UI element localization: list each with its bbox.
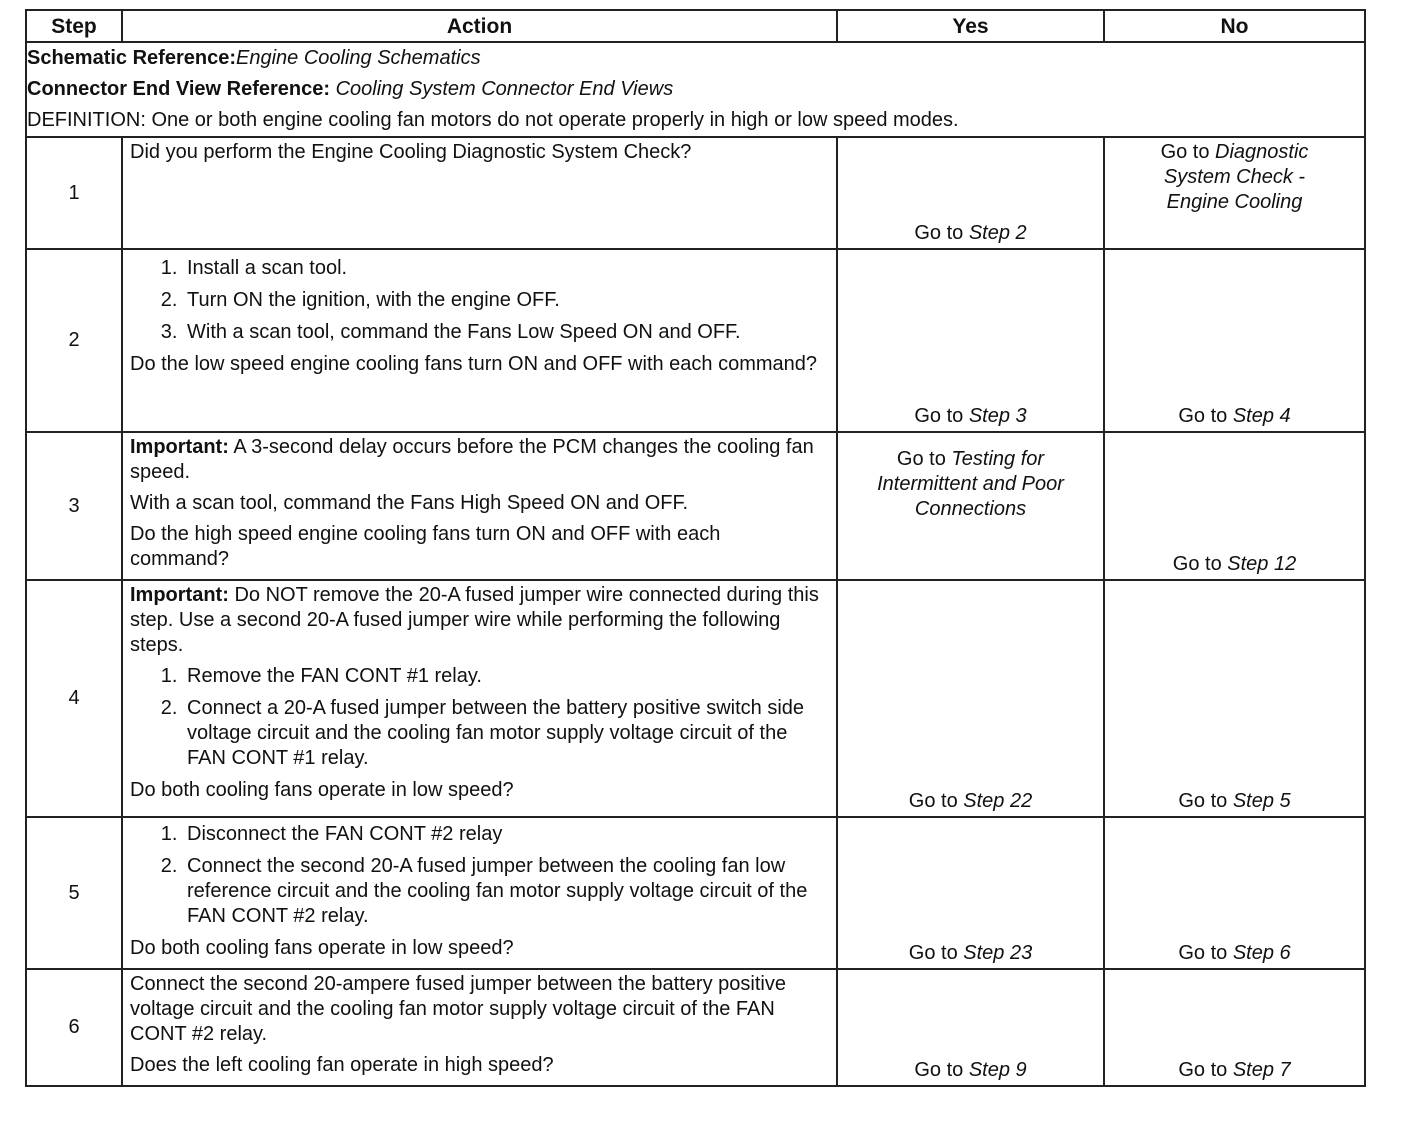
step-row-4 [26, 580, 1365, 817]
step-action [122, 817, 837, 969]
connector-reference [27, 74, 1364, 105]
header-row [26, 10, 1365, 42]
step-link[interactable]: Step 9 [968, 1059, 1027, 1081]
yes-cell [837, 580, 1104, 817]
yes-goto: Go to Step 23 [908, 942, 1033, 964]
no-goto: Go to Step 12 [1172, 553, 1297, 575]
no-cell [1104, 432, 1365, 580]
step-number: 2 [26, 249, 122, 432]
step-number: 1 [26, 137, 122, 249]
list-item: 3. With a scan tool, command the Fans Low Speed ON and OFF. [183, 320, 824, 345]
yes-goto: Go to Step 2 [914, 222, 1027, 244]
schematic-label: Schematic Reference: [27, 47, 236, 69]
yes-cell [837, 432, 1104, 580]
step-link[interactable]: Step 3 [968, 405, 1027, 427]
header-step: Step [26, 10, 122, 42]
no-cell [1104, 969, 1365, 1086]
step-link[interactable]: Step 23 [963, 942, 1033, 964]
step-number: 4 [26, 580, 122, 817]
step-row-6 [26, 969, 1365, 1086]
step-link[interactable]: Step 2 [968, 222, 1027, 244]
connector-link[interactable]: Cooling System Connector End Views [335, 78, 674, 100]
no-goto: Go to Diagnostic System Check - Engine Cooling [1160, 141, 1309, 213]
header-yes: Yes [837, 10, 1104, 42]
step-action [122, 580, 837, 817]
step-action [122, 249, 837, 432]
step-question: Did you perform the Engine Cooling Diagnostic System Check? [130, 141, 692, 163]
substeps-list [130, 664, 824, 771]
no-cell [1104, 817, 1365, 969]
no-goto: Go to Step 4 [1178, 405, 1291, 427]
step-link[interactable]: Step 7 [1232, 1059, 1291, 1081]
step-question: Do the low speed engine cooling fans turn ON and OFF with each command? [130, 353, 818, 375]
step-number: 6 [26, 969, 122, 1086]
reference-row [26, 42, 1365, 137]
schematic-reference [27, 43, 1364, 74]
step-link[interactable]: Step 6 [1232, 942, 1291, 964]
testing-link[interactable]: Testing for [951, 448, 1045, 470]
connector-label: Connector End View Reference: [27, 78, 331, 100]
yes-cell [837, 249, 1104, 432]
no-goto: Go to Step 6 [1178, 942, 1291, 964]
list-item: 1. Install a scan tool. [183, 256, 824, 281]
substeps-list [130, 256, 824, 345]
step-action [122, 137, 837, 249]
step-link[interactable]: Step 12 [1227, 553, 1297, 575]
important-note: Important: Do NOT remove the 20-A fused jumper wire connected during this step. Use a second 20-A fused jumper wire while performing the following steps. [130, 584, 819, 656]
step-row-3 [26, 432, 1365, 580]
yes-goto: Go to Testing for Intermittent and Poor Connections [877, 448, 1064, 520]
yes-cell [837, 969, 1104, 1086]
list-item: 1. Disconnect the FAN CONT #2 relay [183, 822, 824, 847]
header-action: Action [122, 10, 837, 42]
step-question: Does the left cooling fan operate in high speed? [130, 1054, 554, 1076]
substeps-list [130, 822, 824, 929]
step-row-5 [26, 817, 1365, 969]
step-row-2 [26, 249, 1365, 432]
step-link[interactable]: Step 4 [1232, 405, 1291, 427]
important-note: Important: A 3-second delay occurs before the PCM changes the cooling fan speed. [130, 436, 814, 483]
step-row-1 [26, 137, 1365, 249]
step-link[interactable]: Step 5 [1232, 790, 1291, 812]
step-question: Do both cooling fans operate in low speed? [130, 937, 514, 959]
step-question: Do the high speed engine cooling fans turn ON and OFF with each command? [130, 523, 721, 570]
step-link[interactable]: Step 22 [963, 790, 1033, 812]
diagnostic-link[interactable]: Diagnostic [1215, 141, 1309, 163]
list-item: 1. Remove the FAN CONT #1 relay. [183, 664, 824, 689]
yes-goto: Go to Step 9 [914, 1059, 1027, 1081]
step-instruction: With a scan tool, command the Fans High Speed ON and OFF. [130, 492, 689, 514]
no-cell [1104, 249, 1365, 432]
yes-cell [837, 817, 1104, 969]
no-cell [1104, 580, 1365, 817]
no-goto: Go to Step 5 [1178, 790, 1291, 812]
step-number: 3 [26, 432, 122, 580]
list-item: 2. Connect the second 20-A fused jumper between the cooling fan low reference circuit and the cooling fan motor supply voltage circuit of the FAN CONT #2 relay. [183, 854, 824, 929]
list-item: 2. Connect a 20-A fused jumper between the battery positive switch side voltage circuit and the cooling fan motor supply voltage circuit of the FAN CONT #1 relay. [183, 696, 824, 771]
step-question: Do both cooling fans operate in low speed? [130, 779, 514, 801]
list-item: 2. Turn ON the ignition, with the engine OFF. [183, 288, 824, 313]
step-number: 5 [26, 817, 122, 969]
schematic-link[interactable]: Engine Cooling Schematics [235, 47, 481, 69]
step-instruction: Connect the second 20-ampere fused jumper between the battery positive voltage circuit and the cooling fan motor supply voltage circuit of the FAN CONT #2 relay. [130, 973, 786, 1045]
yes-goto: Go to Step 3 [914, 405, 1027, 427]
step-action [122, 432, 837, 580]
reference-cell [26, 42, 1365, 137]
no-goto: Go to Step 7 [1178, 1059, 1291, 1081]
yes-goto: Go to Step 22 [908, 790, 1033, 812]
definition: DEFINITION: One or both engine cooling fan motors do not operate properly in high or low speed modes. [27, 109, 959, 131]
yes-cell [837, 137, 1104, 249]
diagnostic-table [25, 9, 1366, 1087]
no-cell [1104, 137, 1365, 249]
header-no: No [1104, 10, 1365, 42]
step-action [122, 969, 837, 1086]
